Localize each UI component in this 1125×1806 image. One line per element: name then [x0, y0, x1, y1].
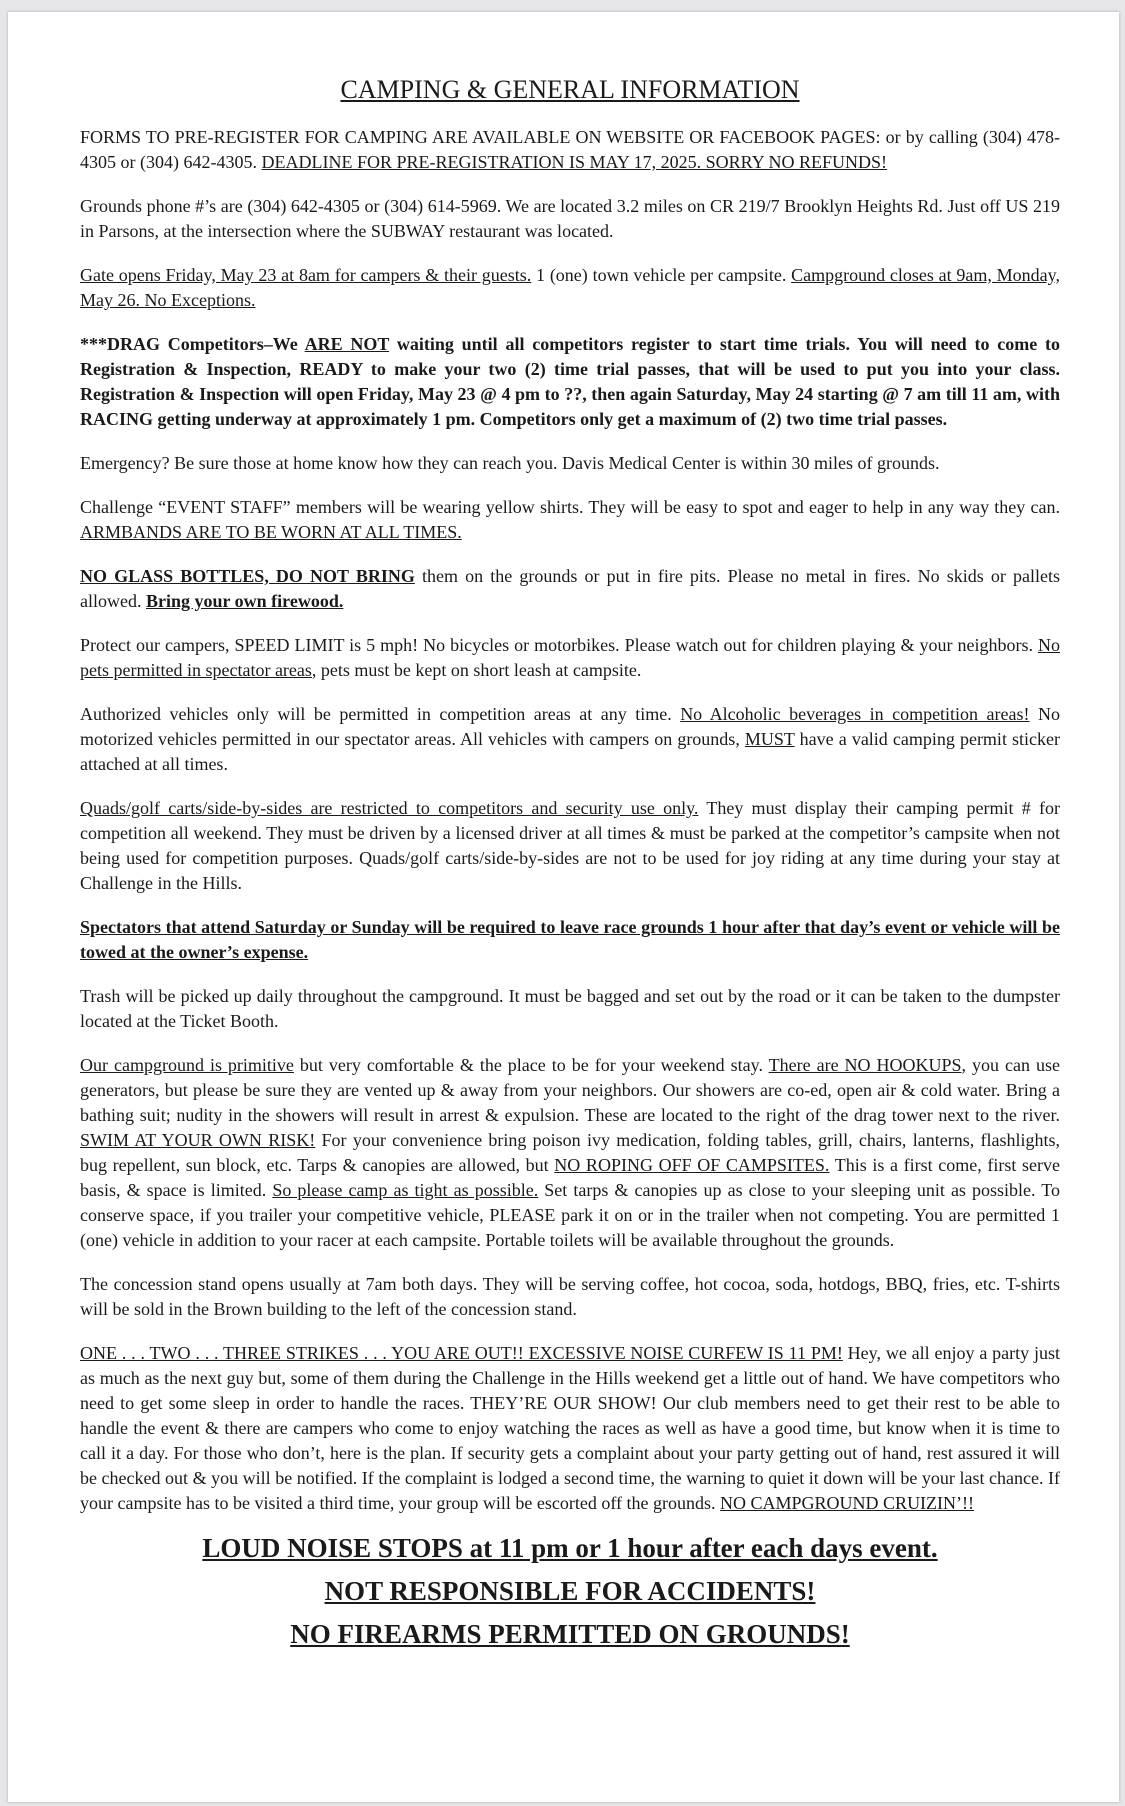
drag-competitors-text: waiting until all competitors register to start time trials. You will need to come to Registration & Inspection, READY to make your two (2) time trial passes, that will be used to put you into your class. Registration & Inspection will open Friday, May 23 @ 4 pm to ??, then again Saturday, May 24 starting @ 7 am till 11 am, with RACING getting underway at approximately 1 pm. Competitors only get a maximum of (2) two time trial passes.: [80, 334, 1061, 429]
trash-paragraph: Trash will be picked up daily throughout the campground. It must be bagged and set out by the road or it can be taken to the dumpster located at the Ticket Booth.: [80, 986, 1060, 1031]
gate-opens-notice: Gate opens Friday, May 23 at 8am for campers & their guests.: [80, 265, 532, 285]
three-strikes-notice: ONE . . . TWO . . . THREE STRIKES . . . YOU ARE OUT!! EXCESSIVE NOISE CURFEW IS 11 PM!: [80, 1343, 843, 1363]
spectators-notice: Spectators that attend Saturday or Sunday will be required to leave race grounds 1 hour after that day’s event or vehicle will be towed at the owner’s expense.: [80, 917, 1060, 962]
gate-hours-paragraph: [80, 263, 1060, 313]
authorized-vehicles-text: Authorized vehicles only will be permitted in competition areas at any time.: [80, 704, 681, 724]
quads-restricted-notice: Quads/golf carts/side-by-sides are restricted to competitors and security use only.: [80, 798, 699, 818]
campground-closes-notice: Campground closes at 9am, Monday, May 26. No Exceptions.: [80, 265, 1060, 310]
no-pets-notice: No pets permitted in spectator areas: [80, 635, 1060, 680]
event-staff-paragraph: [80, 495, 1060, 545]
fire-pits-text: them on the grounds or put in fire pits. Please no metal in fires. No skids or pallets allowed.: [80, 566, 1060, 611]
page-title: CAMPING & GENERAL INFORMATION: [340, 75, 800, 104]
swim-risk-notice: SWIM AT YOUR OWN RISK!: [80, 1130, 316, 1150]
loud-noise-heading: LOUD NOISE STOPS at 11 pm or 1 hour after each days event.: [202, 1533, 938, 1563]
drag-competitors-paragraph: [80, 332, 1060, 432]
leash-text: , pets must be kept on short leash at campsite.: [311, 660, 642, 680]
drag-competitors-intro: ***DRAG Competitors–We: [80, 334, 305, 354]
no-cruizin-notice: NO CAMPGROUND CRUIZIN’!!: [720, 1493, 975, 1513]
pre-registration-paragraph: [80, 125, 1060, 175]
deadline-notice: DEADLINE FOR PRE-REGISTRATION IS MAY 17, 2025. SORRY NO REFUNDS!: [261, 152, 888, 172]
event-staff-text: Challenge “EVENT STAFF” members will be wearing yellow shirts. They will be easy to spot and eager to help in any way they can.: [80, 497, 1060, 517]
no-roping-notice: NO ROPING OFF OF CAMPSITES.: [554, 1155, 830, 1175]
no-firearms-heading: NO FIREARMS PERMITTED ON GROUNDS!: [290, 1619, 850, 1649]
firewood-notice: Bring your own firewood.: [145, 591, 344, 611]
quads-text: They must display their camping permit # for competition all weekend. They must be driven by a licensed driver at all times & must be parked at the competitor’s campsite when not being used for competition purposes. Quads/golf carts/side-by-sides are not to be used for joy riding at any time during your stay at Challenge in the Hills.: [80, 798, 1060, 893]
campground-text-3: For your convenience bring poison ivy medication, folding tables, grill, chairs, lanterns, flashlights, bug repellent, sun block, etc. Tarps & canopies are allowed, but: [80, 1130, 1060, 1175]
glass-bottles-paragraph: [80, 564, 1060, 614]
speed-limit-paragraph: [80, 633, 1060, 683]
are-not-emphasis: ARE NOT: [304, 334, 390, 354]
no-hookups-notice: There are NO HOOKUPS: [768, 1055, 962, 1075]
town-vehicle-text: 1 (one) town vehicle per campsite.: [531, 265, 792, 285]
motorized-vehicles-text: No motorized vehicles permitted in our spectator areas. All vehicles with campers on grounds,: [80, 704, 1061, 749]
authorized-vehicles-paragraph: [80, 702, 1060, 777]
no-glass-notice: NO GLASS BOTTLES, DO NOT BRING: [80, 566, 415, 586]
document-page: [8, 12, 1119, 1802]
noise-curfew-paragraph: [80, 1341, 1060, 1516]
primitive-notice: Our campground is primitive: [80, 1055, 294, 1075]
noise-curfew-text: Hey, we all enjoy a party just as much as the next guy but, some of them during the Challenge in the Hills weekend get a little out of hand. We have competitors who need to get some sleep in order to handle the races. THEY’RE OUR SHOW! Our club members need to get their rest to be able to handle the event & there are campers who come to enjoy watching the races as well as have a good time, but know when it is time to call it a day. For those who don’t, here is the plan. If security gets a complaint about your party getting out of hand, rest assured it will be checked out & you will be notified. If the complaint is lodged a second time, the warning to quiet it down will be your last chance. If your campsite has to be visited a third time, your group will be escorted off the grounds.: [80, 1343, 1060, 1513]
campground-text-4: This is a first come, first serve basis, & space is limited.: [80, 1155, 1061, 1200]
pre-registration-text: FORMS TO PRE-REGISTER FOR CAMPING ARE AVAILABLE ON WEBSITE OR FACEBOOK PAGES: or by calling (304) 478-4305 or (304) 642-4305.: [80, 127, 1060, 172]
must-emphasis: MUST: [744, 729, 795, 749]
emergency-paragraph: Emergency? Be sure those at home know how they can reach you. Davis Medical Center is within 30 miles of grounds.: [80, 453, 940, 473]
armbands-notice: ARMBANDS ARE TO BE WORN AT ALL TIMES.: [80, 522, 462, 542]
document-content: [80, 74, 1060, 1660]
permit-sticker-text: have a valid camping permit sticker attached at all times.: [80, 729, 1061, 774]
grounds-phone-paragraph: Grounds phone #’s are (304) 642-4305 or (304) 614-5969. We are located 3.2 miles on CR 219/7 Brooklyn Heights Rd. Just off US 219 in Parsons, at the intersection where the SUBWAY restaurant was located.: [80, 196, 1060, 241]
campground-text-5: Set tarps & canopies up as close to your sleeping unit as possible. To conserve space, if you trailer your competitive vehicle, PLEASE park it on or in the trailer when not competing. You are permitted 1 (one) vehicle in addition to your racer at each campsite. Portable toilets will be available throughout the grounds.: [80, 1180, 1060, 1250]
camp-tight-notice: So please camp as tight as possible.: [272, 1180, 539, 1200]
spectators-paragraph: [80, 915, 1060, 965]
concession-paragraph: The concession stand opens usually at 7am both days. They will be serving coffee, hot cocoa, soda, hotdogs, BBQ, fries, etc. T-shirts will be sold in the Brown building to the left of the concession stand.: [80, 1274, 1060, 1319]
not-responsible-heading: NOT RESPONSIBLE FOR ACCIDENTS!: [324, 1576, 816, 1606]
campground-paragraph: [80, 1053, 1060, 1253]
campground-text-1: but very comfortable & the place to be for your weekend stay.: [293, 1055, 769, 1075]
quads-paragraph: [80, 796, 1060, 896]
speed-limit-text: Protect our campers, SPEED LIMIT is 5 mph! No bicycles or motorbikes. Please watch out for children playing & your neighbors.: [80, 635, 1038, 655]
campground-text-2: , you can use generators, but please be sure they are vented up & away from your neighbors. Our showers are co-ed, open air & cold water. Bring a bathing suit; nudity in the showers will result in arrest & expulsion. These are located to the right of the drag tower next to the river.: [80, 1055, 1060, 1125]
no-alcohol-notice: No Alcoholic beverages in competition areas!: [680, 704, 1030, 724]
